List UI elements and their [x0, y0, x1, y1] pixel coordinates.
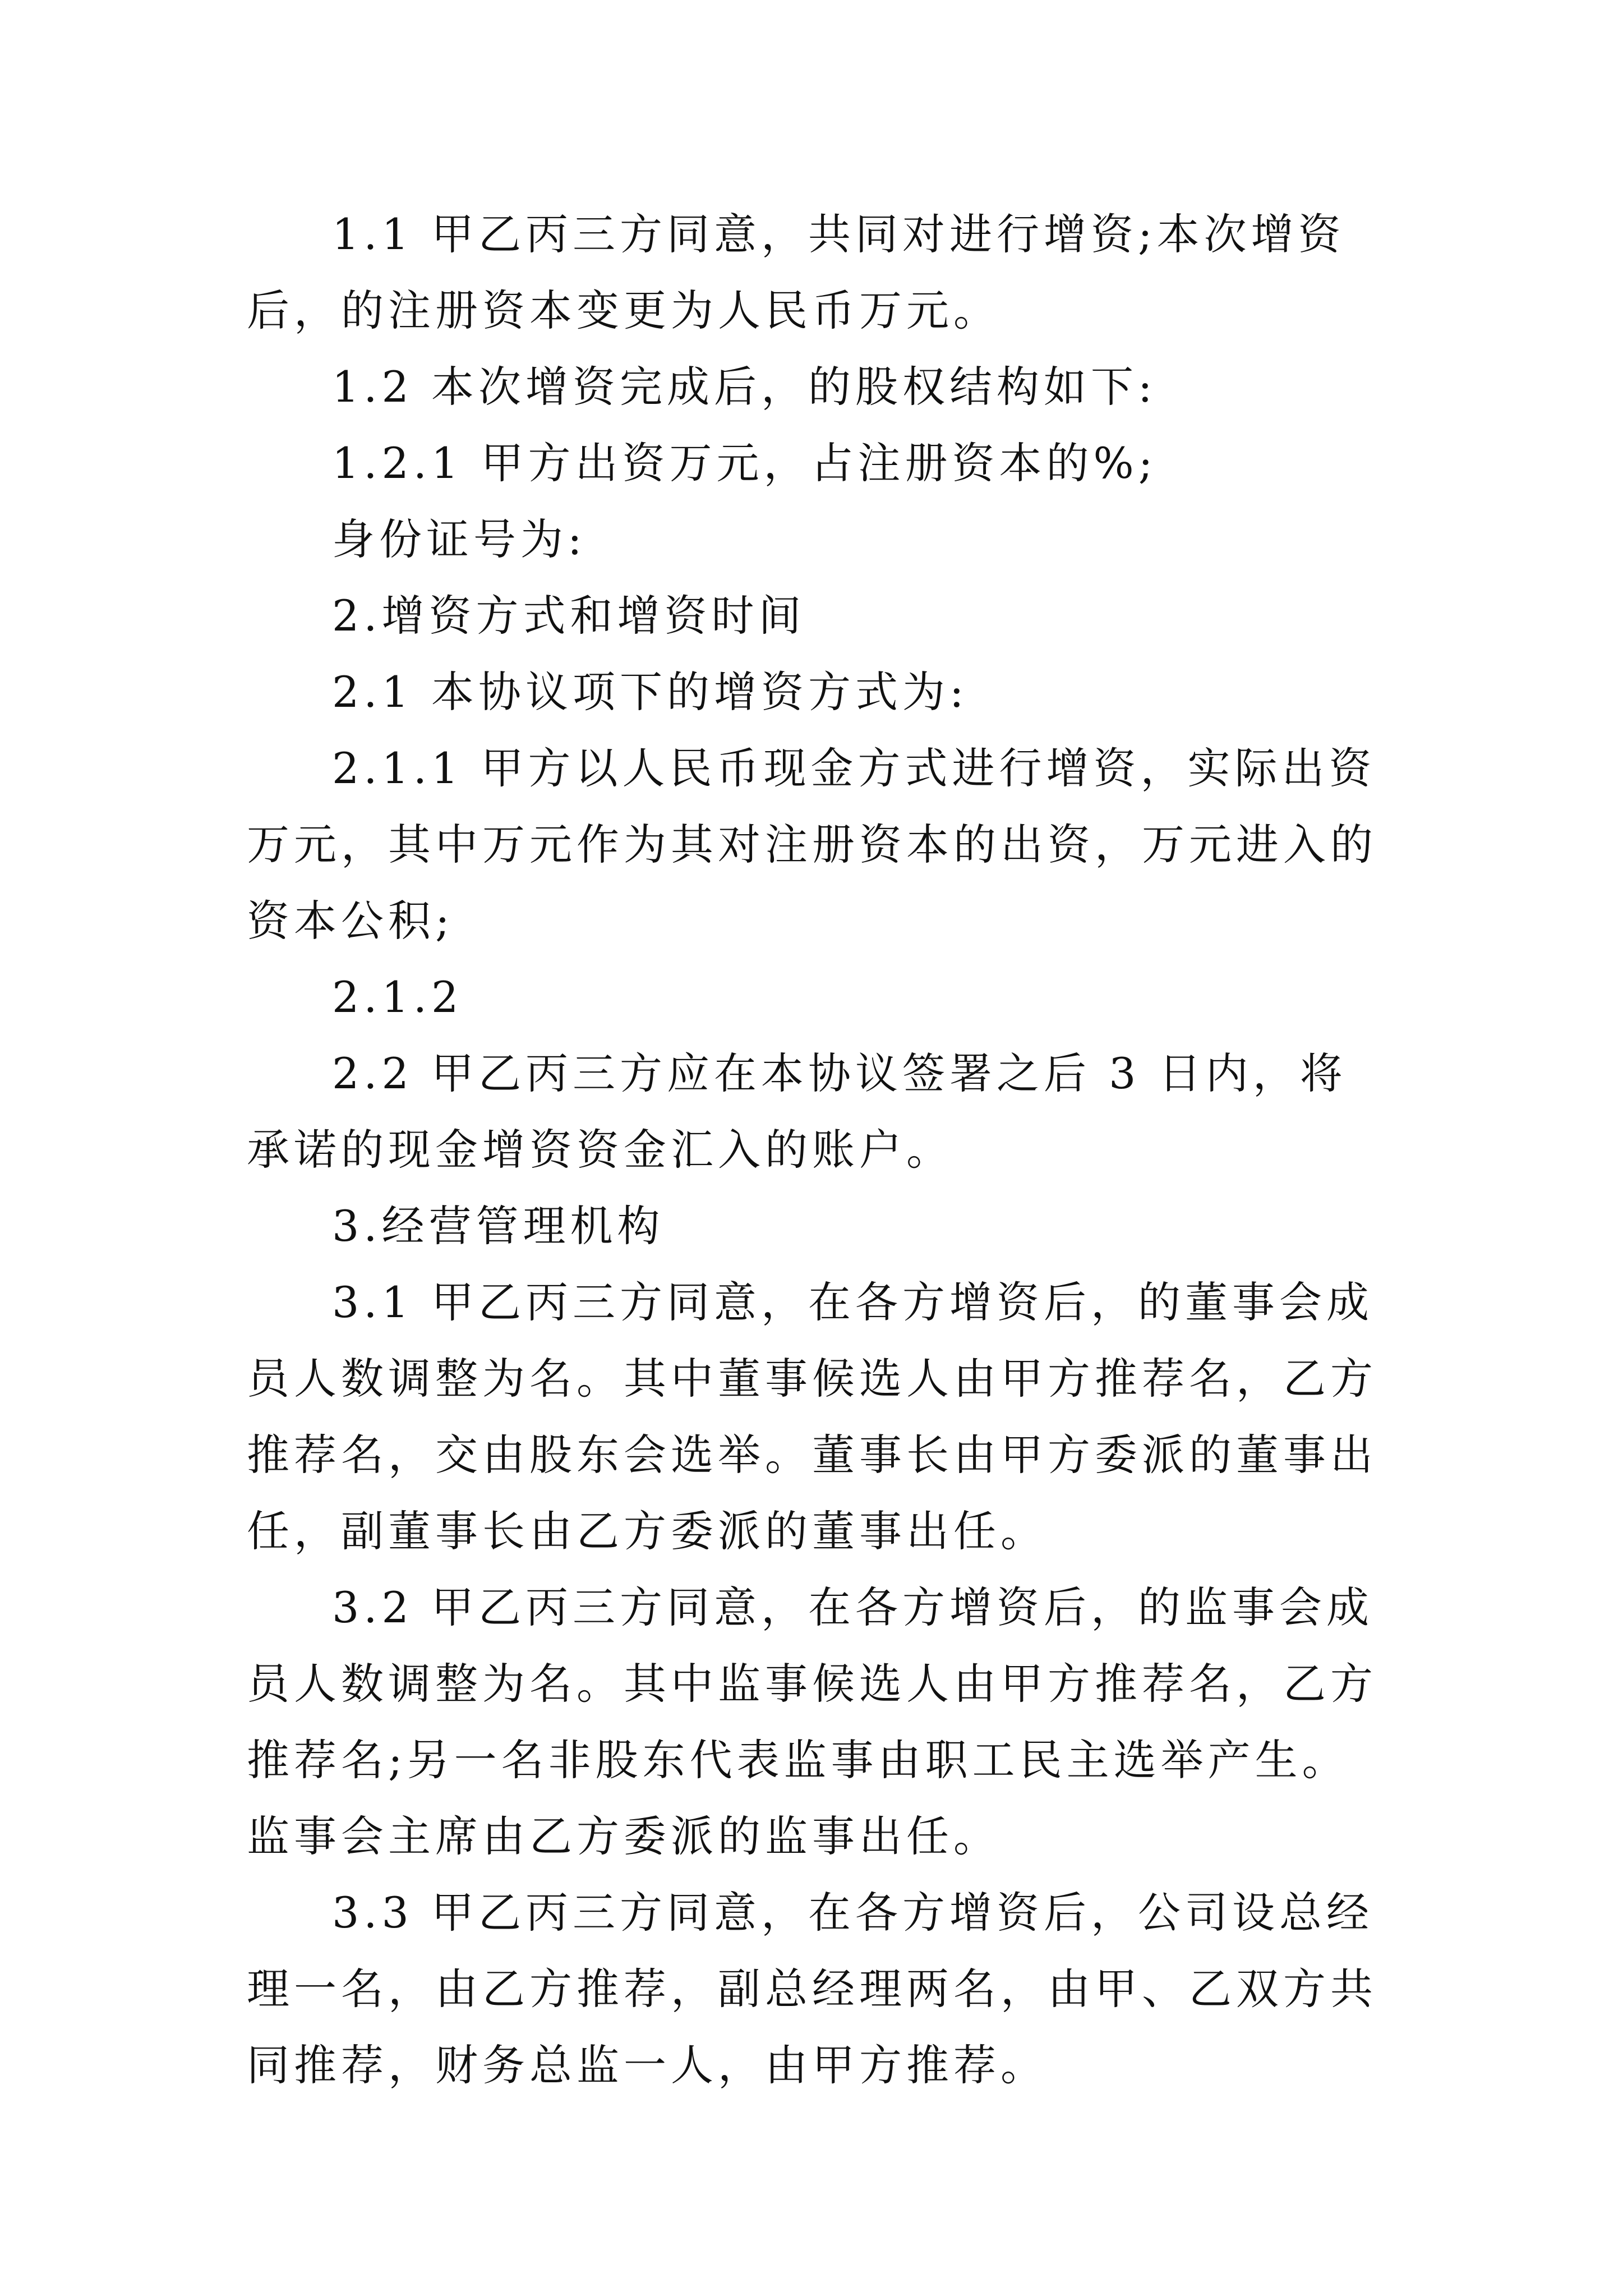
paragraph-3-3: 3.3 甲乙丙三方同意，在各方增资后，公司设总经理一名，由乙方推荐，副总经理两名，由甲、乙双方共同推荐，财务总监一人，由甲方推荐。 [247, 1888, 1377, 2090]
paragraph-1-2-1: 1.2.1 甲方出资万元，占注册资本的%; [332, 438, 1158, 488]
section-heading-3: 3.经营管理机构 [332, 1201, 665, 1251]
paragraph-id-number: 身份证号为: [332, 514, 587, 564]
document-body [247, 196, 1385, 2104]
paragraph-2-1-1: 2.1.1 甲方以人民币现金方式进行增资，实际出资万元，其中万元作为其对注册资本的出资，万元进入的资本公积; [247, 743, 1377, 946]
paragraph-2-1-2: 2.1.2 [332, 972, 463, 1022]
paragraph-3-2: 3.2 甲乙丙三方同意，在各方增资后，的监事会成员人数调整为名。其中监事候选人由甲方推荐名，乙方推荐名;另一名非股东代表监事由职工民主选举产生。监事会主席由乙方委派的监事出任。 [247, 1582, 1377, 1861]
paragraph-1-2: 1.2 本次增资完成后，的股权结构如下: [332, 362, 1157, 412]
paragraph-3-1: 3.1 甲乙丙三方同意，在各方增资后，的董事会成员人数调整为名。其中董事候选人由甲方推荐名，乙方推荐名，交由股东会选举。董事长由甲方委派的董事出任，副董事长由乙方委派的董事出任。 [247, 1277, 1377, 1556]
paragraph-2-2: 2.2 甲乙丙三方应在本协议签署之后 3 日内，将承诺的现金增资资金汇入的账户。 [247, 1048, 1347, 1175]
paragraph-2-1: 2.1 本协议项下的增资方式为: [332, 667, 969, 717]
paragraph-1-1: 1.1 甲乙丙三方同意，共同对进行增资;本次增资后，的注册资本变更为人民币万元。 [247, 209, 1345, 335]
section-heading-2: 2.增资方式和增资时间 [332, 591, 806, 641]
